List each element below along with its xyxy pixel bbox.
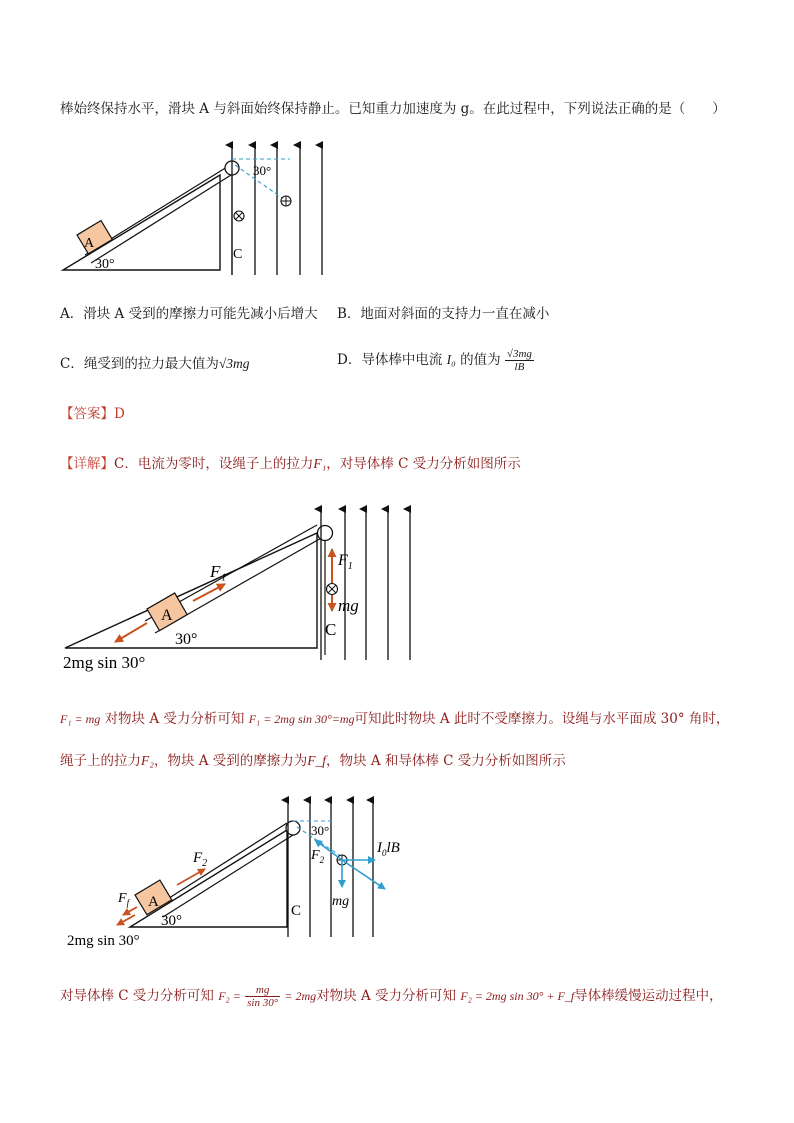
mg-label: mg (338, 596, 359, 615)
detail-line4-b: 对物块 A 受力分析可知 (316, 988, 457, 1004)
detail-line4-frac-den: sin 30° (247, 997, 279, 1009)
force-f2-label: $F_2$ (193, 850, 208, 869)
pulley (318, 526, 333, 541)
option-b: B．地面对斜面的支持力一直在减小 (337, 306, 550, 322)
option-d-var: I₀ (446, 352, 456, 367)
detail-line2-eq2: F₁ = 2mg sin 30°=mg (248, 712, 355, 726)
incline (63, 175, 220, 270)
force-f1-label: F₁ (210, 562, 227, 581)
question-stem: 棒始终保持水平，滑块 A 与斜面始终保持静止。已知重力加速度为 g。在此过程中，下列说法正确的是（ ） (60, 101, 726, 117)
detail-line4-eq-lhs: F₂ = (218, 989, 241, 1003)
block-a-label: A (161, 607, 173, 624)
figure-3-force-diagram-angle (55, 795, 425, 960)
force-weight-comp-arrow (115, 623, 147, 642)
detail-line-3 (60, 752, 566, 770)
detail-line3-var1: F₂ (141, 753, 154, 768)
option-c-math: √3mg (218, 356, 250, 371)
detail-line4-a: 对导体棒 C 受力分析可知 (60, 988, 214, 1004)
rod-c-label: C (233, 247, 243, 262)
rope-angle-label: 30° (311, 823, 330, 838)
weight-comp-label: 2mg sin 30° (63, 653, 146, 672)
force-ff-label: $F_f$ (118, 891, 130, 908)
resultant-arrow (342, 860, 385, 889)
detail-line2-b: 可知此时物块 A 此时不受摩擦力。设绳与水平面成 30° 角时， (354, 711, 730, 727)
block-a-label: A (84, 236, 95, 251)
force-f2-rod-label: $F_2$ (311, 848, 325, 865)
option-a: A．滑块 A 受到的摩擦力可能先减小后增大 (60, 306, 318, 322)
detail-line2-a: 对物块 A 受力分析可知 (104, 711, 245, 727)
answer-line (60, 405, 125, 423)
tension-label: $F_1$ (338, 552, 353, 572)
figure-1-incline-diagram (55, 135, 355, 285)
rod-c-label: C (291, 903, 302, 919)
detail-line2-eq1: F₁ = mg (60, 712, 101, 726)
angle-label: 30° (161, 913, 182, 929)
option-d-mid: 的值为 (460, 352, 501, 368)
force-f1-arrow (193, 584, 225, 601)
option-d-den: lB (514, 361, 525, 373)
angle-label: 30° (175, 631, 198, 648)
detail-line4-eq2: F₂ = 2mg sin 30° + F_f (460, 989, 575, 1003)
detail-line-1 (60, 455, 521, 473)
detail-line3-var2: F_f (307, 753, 327, 768)
force-ff-arrow (123, 907, 137, 915)
detail-line4-frac-num: mg (245, 984, 280, 997)
angle-label: 30° (95, 257, 115, 272)
detail-line4-c: 导体棒缓慢运动过程中， (574, 988, 723, 1004)
detail-line1-a: C．电流为零时，设绳子上的拉力 (114, 456, 314, 472)
detail-line1-b: ，对导体棒 C 受力分析如图所示 (326, 456, 521, 472)
option-d-text: D．导体棒中电流 (337, 352, 443, 368)
ampere-force-label: $I_0lB$ (377, 840, 400, 858)
detail-line4-fraction (245, 984, 280, 1009)
detail-line3-a: 绳子上的拉力 (60, 753, 141, 769)
block-a-label: A (148, 894, 159, 910)
weight-comp-label: 2mg sin 30° (67, 933, 140, 949)
rope-angle-label: 30° (253, 163, 272, 178)
figure-2-force-diagram-rod (55, 505, 425, 680)
option-d-num: √3mg (506, 348, 532, 360)
option-d-fraction (505, 348, 534, 373)
option-c-text: C．绳受到的拉力最大值为 (60, 356, 219, 372)
incline (130, 830, 287, 927)
mg-label: mg (332, 894, 350, 909)
detail-line3-b: ，物块 A 受到的摩擦力为 (153, 753, 308, 769)
answer-value: D (114, 406, 125, 422)
option-c (60, 355, 250, 373)
rod-c-label: C (325, 620, 337, 639)
detail-line-2 (60, 710, 729, 728)
detail-line4-eq-rhs: = 2mg (284, 989, 317, 1003)
detail-line1-var: F₁ (313, 456, 327, 471)
detail-line3-c: ，物块 A 和导体棒 C 受力分析如图所示 (326, 753, 566, 769)
option-d (337, 348, 534, 373)
answer-tag: 【答案】 (60, 406, 114, 422)
detail-line-4 (60, 982, 723, 1010)
detail-tag: 【详解】 (60, 456, 114, 472)
block-a (77, 221, 112, 254)
